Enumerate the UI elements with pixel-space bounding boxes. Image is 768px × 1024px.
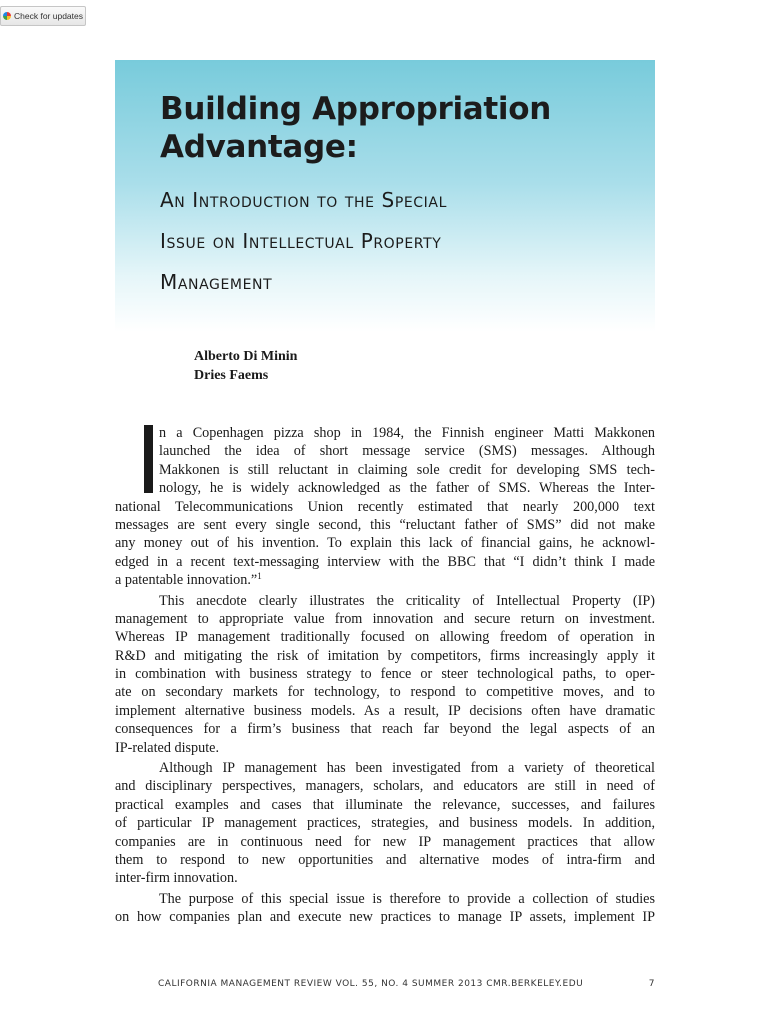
crossmark-icon: [3, 12, 11, 20]
text-line: Makkonen is still reluctant in claiming sole credit for developing SMS tech-: [159, 461, 655, 478]
subtitle-line: Management: [160, 270, 273, 294]
paragraph: [115, 424, 655, 590]
page-footer: [158, 979, 655, 993]
paragraph: [115, 759, 655, 888]
check-for-updates-button[interactable]: [0, 6, 86, 26]
text-line: IP-related dispute.: [115, 739, 220, 756]
text-line: national Telecommunications Union recently estimated that nearly 200,000 text: [115, 498, 655, 515]
text-line: Although IP management has been investigated from a variety of theoretical: [159, 760, 655, 777]
text-line: on how companies plan and execute new practices to manage IP assets, implement IP: [115, 909, 655, 926]
text-line: management to appropriate value from innovation and secure return on investment.: [115, 610, 655, 627]
check-for-updates-label: Check for updates: [14, 11, 83, 21]
text-line: n a Copenhagen pizza shop in 1984, the Finnish engineer Matti Makkonen: [159, 425, 655, 441]
text-line: This anecdote clearly illustrates the criticality of Intellectual Property (IP): [159, 592, 655, 609]
paragraph: [115, 890, 655, 927]
text-line: in combination with business strategy to fence or steer technological paths, to oper-: [115, 666, 655, 683]
text-line: inter-firm innovation.: [115, 870, 238, 887]
text-line: Whereas IP management traditionally focused on allowing freedom of operation in: [115, 629, 655, 646]
text-span: a patentable innovation.”: [115, 572, 258, 589]
author-list: [194, 347, 297, 385]
page-number: 7: [648, 979, 655, 989]
text-line: any money out of his invention. To explain this lack of financial gains, he acknowl-: [115, 535, 655, 552]
author-name: Dries Faems: [194, 368, 269, 383]
journal-citation: CALIFORNIA MANAGEMENT REVIEW VOL. 55, NO. 4 SUMMER 2013 CMR.BERKELEY.EDU: [158, 979, 584, 989]
article-body: [115, 424, 655, 927]
text-line: [115, 571, 655, 589]
text-line: ate on secondary markets for technology, to respond to competitive moves, and to: [115, 684, 655, 701]
author-name: Alberto Di Minin: [194, 349, 298, 364]
text-line: companies are in continuous need for new IP management practices that allow: [115, 833, 655, 850]
text-line: nology, he is widely acknowledged as the father of SMS. Whereas the Inter-: [159, 480, 655, 497]
text-line: The purpose of this special issue is therefore to provide a collection of studies: [159, 890, 655, 907]
text-line: messages are sent every single second, this “reluctant father of SMS” did not make: [115, 516, 655, 533]
text-line: and disciplinary perspectives, managers, scholars, and educators are still in need of: [115, 778, 655, 795]
subtitle-line: An Introduction to the Special: [160, 188, 447, 212]
text-line: them to respond to new opportunities and alternative modes of intra-firm and: [115, 851, 655, 868]
article-subtitle: [160, 180, 630, 303]
text-line: consequences for a firm’s business that reach far beyond the legal aspects of an: [115, 721, 655, 738]
footnote-ref[interactable]: 1: [257, 571, 262, 582]
text-line: R&D and mitigating the risk of imitation by competitors, firms increasingly apply it: [115, 647, 655, 664]
text-line: launched the idea of short message service (SMS) messages. Although: [159, 443, 655, 460]
article-title: Building Appropriation Advantage:: [160, 91, 552, 165]
paragraph: [115, 592, 655, 758]
text-line: edged in a recent text-messaging interview with the BBC that “I didn’t think I made: [115, 553, 655, 570]
text-line: practical examples and cases that illuminate the relevance, successes, and failures: [115, 796, 655, 813]
subtitle-line: Issue on Intellectual Property: [160, 229, 442, 253]
text-line: of particular IP management practices, strategies, and business models. In addition,: [115, 815, 655, 832]
text-line: implement alternative business models. As a result, IP decisions often have dramatic: [115, 702, 655, 719]
